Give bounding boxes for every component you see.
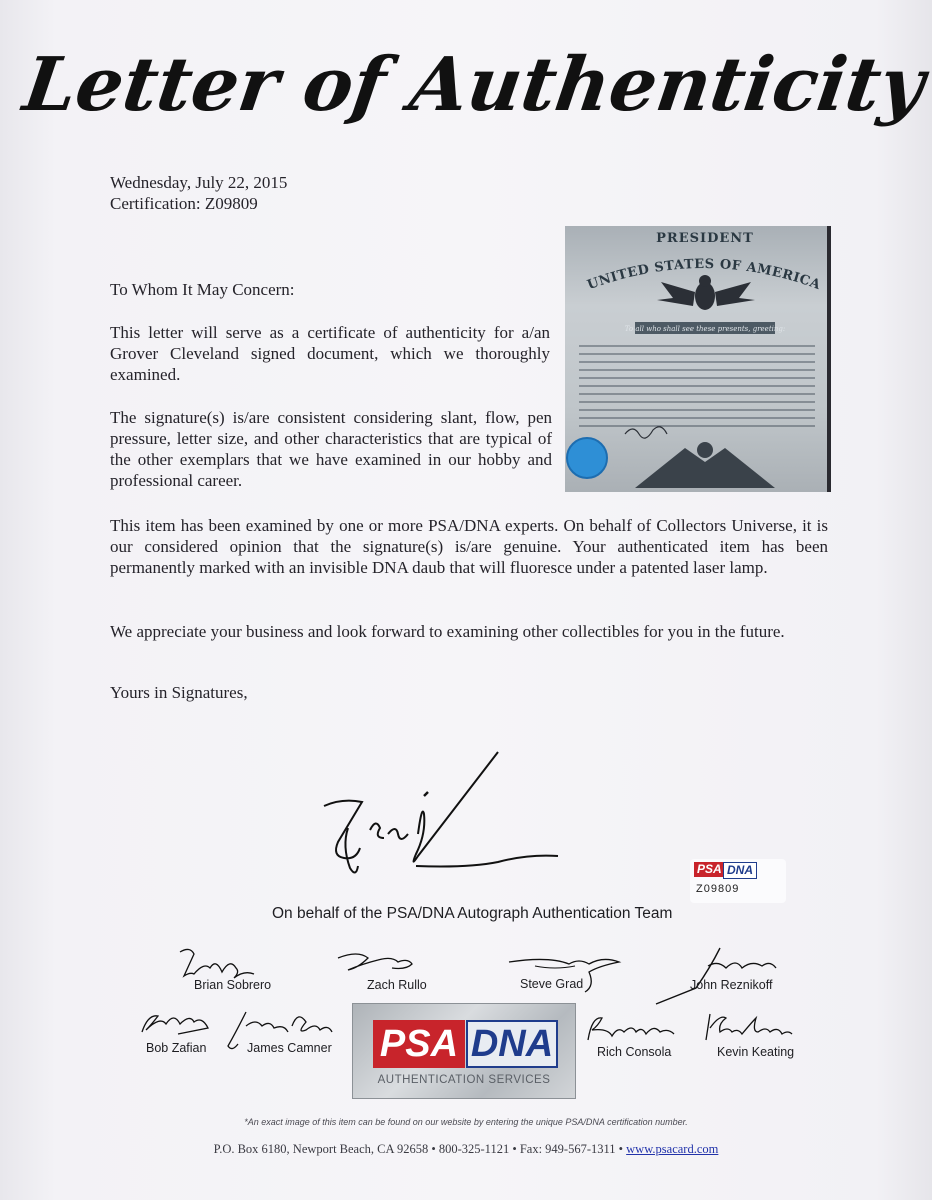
document-image xyxy=(565,226,831,492)
letter-title-text: Letter of Authenticity xyxy=(18,40,930,128)
bob-zafian-signature xyxy=(136,1006,216,1042)
address-text: P.O. Box 6180, Newport Beach, CA 92658 • 800-325-1121 • Fax: 949-567-1311 • xyxy=(213,1142,627,1156)
logo-dna: DNA xyxy=(466,1020,558,1068)
staff-name-rich-consola: Rich Consola xyxy=(597,1045,672,1059)
kevin-keating-signature xyxy=(700,1008,810,1048)
zach-rullo-signature xyxy=(330,946,430,982)
document-usa-text: UNITED STATES OF AMERICA xyxy=(585,256,823,294)
website-link[interactable]: www.psacard.com xyxy=(626,1142,719,1156)
psa-dna-logo xyxy=(352,1003,576,1099)
staff-name-steve-grad: Steve Grad xyxy=(520,977,584,991)
staff-name-bob-zafian: Bob Zafian xyxy=(146,1041,207,1055)
logo-psa: PSA xyxy=(373,1020,465,1068)
logo-subtitle: AUTHENTICATION SERVICES xyxy=(377,1074,551,1086)
document-president-text: PRESIDENT xyxy=(656,231,754,246)
paragraph-1: This letter will serve as a certificate of authenticity for a/an Grover Cleveland signed document, which we thoroughly examined. xyxy=(110,323,550,384)
staff-name-james-camner: James Camner xyxy=(247,1041,332,1055)
sticker-psa-logo: PSA xyxy=(694,862,725,877)
eagle-icon xyxy=(657,275,755,310)
sticker-code: Z09809 xyxy=(696,883,740,895)
staff-name-brian-sobrero: Brian Sobrero xyxy=(194,978,272,992)
staff-name-zach-rullo: Zach Rullo xyxy=(367,978,427,992)
staff-name-john-reznikoff: John Reznikoff xyxy=(690,978,773,992)
blue-seal xyxy=(567,438,607,478)
paragraph-2: The signature(s) is/are consistent considering slant, flow, pen pressure, letter size, and other characteristics that are typical of the other exemplars that we have examined in our hobby and professional career. xyxy=(110,408,552,490)
certification-number: Certification: Z09809 xyxy=(110,194,258,213)
salutation: To Whom It May Concern: xyxy=(110,280,295,299)
footer-address xyxy=(0,1142,932,1157)
rich-consola-signature xyxy=(582,1010,692,1050)
paragraph-3: This item has been examined by one or more PSA/DNA experts. On behalf of Collectors Universe, it is our considered opinion that the signature(s) is/are genuine. Your authenticated item has been permanently marked with an invisible DNA daub that will fluoresce under a patented laser lamp. xyxy=(110,516,828,577)
document-image-art xyxy=(565,226,827,492)
psa-dna-sticker xyxy=(690,859,786,903)
document-text-lines xyxy=(579,346,815,426)
document-flags-emblem xyxy=(635,442,775,488)
team-line: On behalf of the PSA/DNA Autograph Authentication Team xyxy=(272,905,673,922)
footnote: *An exact image of this item can be found on our website by entering the unique PSA/DNA certification number. xyxy=(244,1117,688,1127)
executive-signature xyxy=(318,744,568,904)
sticker-dna-logo: DNA xyxy=(723,862,757,879)
paragraph-4: We appreciate your business and look forward to examining other collectibles for you in the future. xyxy=(110,622,785,641)
letter-date: Wednesday, July 22, 2015 xyxy=(110,173,288,192)
john-reznikoff-signature xyxy=(650,942,790,1006)
closing: Yours in Signatures, xyxy=(110,683,248,702)
document-greeting-text: To all who shall see these presents, greeting: xyxy=(624,325,786,333)
staff-name-kevin-keating: Kevin Keating xyxy=(717,1045,795,1059)
letter-title xyxy=(18,28,930,148)
document-signature xyxy=(625,427,667,438)
